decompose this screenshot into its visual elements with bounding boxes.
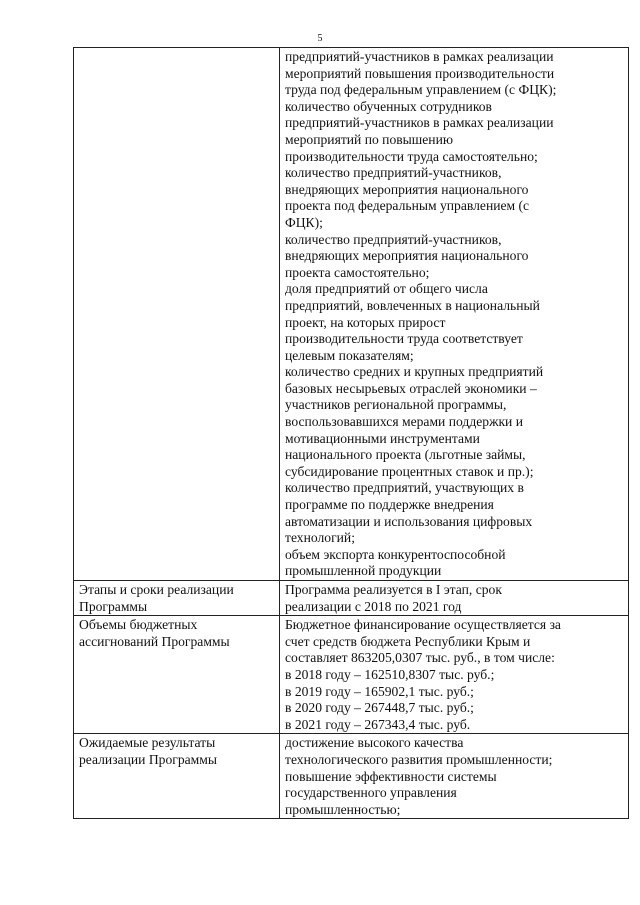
row-label-line: Ожидаемые результаты bbox=[79, 735, 216, 751]
row-value-line: Бюджетное финансирование осуществляется за bbox=[285, 617, 561, 633]
row-value-line: реализации с 2018 по 2021 год bbox=[285, 598, 462, 614]
row-value-line: проекта под федеральным управлением (с bbox=[285, 198, 530, 214]
row-value-line: технологий; bbox=[285, 530, 355, 546]
row-label-line: реализации Программы bbox=[79, 751, 217, 767]
row-value-line: составляет 863205,0307 тыс. руб., в том числе: bbox=[285, 650, 555, 666]
row-value-line: повышение эффективности системы bbox=[285, 768, 497, 784]
passport-row bbox=[74, 616, 629, 734]
row-value-line: количество средних и крупных предприятий bbox=[285, 364, 544, 380]
row-value-line: Программа реализуется в I этап, срок bbox=[285, 582, 502, 597]
passport-table-body bbox=[74, 48, 629, 819]
program-passport-table bbox=[73, 47, 629, 819]
row-value-line: проект, на которых прирост bbox=[285, 314, 446, 330]
page-number: 5 bbox=[317, 33, 323, 44]
row-value-line: проекта самостоятельно; bbox=[285, 264, 430, 280]
row-value-line: технологического развития промышленности; bbox=[285, 751, 553, 767]
row-value-cell bbox=[280, 734, 629, 819]
row-value-line: внедряющих мероприятия национального bbox=[285, 248, 529, 264]
row-value-line: базовых несырьевых отраслей экономики – bbox=[285, 380, 537, 396]
row-value-line: количество предприятий-участников, bbox=[285, 165, 502, 181]
row-label-cell bbox=[74, 616, 280, 734]
row-label-cell bbox=[74, 48, 280, 581]
row-value-line: в 2021 году – 267343,4 тыс. руб. bbox=[285, 716, 471, 732]
row-value-line: в 2018 году – 162510,8307 тыс. руб.; bbox=[285, 666, 495, 682]
row-value-line: труда под федеральным управлением (с ФЦК); bbox=[285, 82, 557, 98]
row-value-line: промышленностью; bbox=[285, 801, 401, 817]
passport-row bbox=[74, 734, 629, 819]
row-value-line: целевым показателям; bbox=[285, 347, 414, 363]
row-value-line: счет средств бюджета Республики Крым и bbox=[285, 633, 531, 649]
row-value-line: производительности труда соответствует bbox=[285, 331, 523, 347]
row-value-line: программе по поддержке внедрения bbox=[285, 497, 494, 513]
row-value-line: количество предприятий-участников, bbox=[285, 231, 502, 247]
row-value-line: внедряющих мероприятия национального bbox=[285, 181, 529, 197]
row-value-line: количество обученных сотрудников bbox=[285, 98, 492, 114]
passport-row bbox=[74, 48, 629, 581]
row-value-line: мероприятий по повышению bbox=[285, 131, 454, 147]
row-value-line: предприятий-участников в рамках реализации bbox=[285, 49, 554, 64]
row-value-line: участников региональной программы, bbox=[285, 397, 507, 413]
row-value-line: промышленной продукции bbox=[285, 563, 442, 579]
row-value-line: мотивационными инструментами bbox=[285, 430, 480, 446]
row-value-line: объем экспорта конкурентоспособной bbox=[285, 546, 506, 562]
row-value-cell bbox=[280, 581, 629, 616]
row-value-line: предприятий, вовлеченных в национальный bbox=[285, 297, 540, 313]
row-value-line: предприятий-участников в рамках реализации bbox=[285, 115, 554, 131]
row-value-line: субсидирование процентных ставок и пр.); bbox=[285, 463, 534, 479]
row-value-line: национального проекта (льготные займы, bbox=[285, 447, 526, 463]
passport-row bbox=[74, 581, 629, 616]
row-value-line: государственного управления bbox=[285, 785, 457, 801]
row-value-line: достижение высокого качества bbox=[285, 735, 464, 751]
row-label-line: ассигнований Программы bbox=[79, 633, 230, 649]
row-label-line: Программы bbox=[79, 598, 148, 614]
row-value-line: воспользовавшихся мерами поддержки и bbox=[285, 414, 524, 430]
row-label-cell bbox=[74, 734, 280, 819]
row-value-line: автоматизации и использования цифровых bbox=[285, 513, 533, 529]
row-value-line: мероприятий повышения производительности bbox=[285, 65, 555, 81]
row-value-cell bbox=[280, 616, 629, 734]
row-value-cell bbox=[280, 48, 629, 581]
row-label-cell bbox=[74, 581, 280, 616]
row-label-line: Этапы и сроки реализации bbox=[79, 582, 234, 597]
row-value-line: в 2019 году – 165902,1 тыс. руб.; bbox=[285, 683, 474, 699]
row-label-line: Объемы бюджетных bbox=[79, 617, 198, 633]
row-value-line: производительности труда самостоятельно; bbox=[285, 148, 538, 164]
row-value-line: доля предприятий от общего числа bbox=[285, 281, 488, 297]
row-value-line: ФЦК); bbox=[285, 214, 323, 230]
row-value-line: в 2020 году – 267448,7 тыс. руб.; bbox=[285, 700, 474, 716]
row-value-line: количество предприятий, участвующих в bbox=[285, 480, 524, 496]
